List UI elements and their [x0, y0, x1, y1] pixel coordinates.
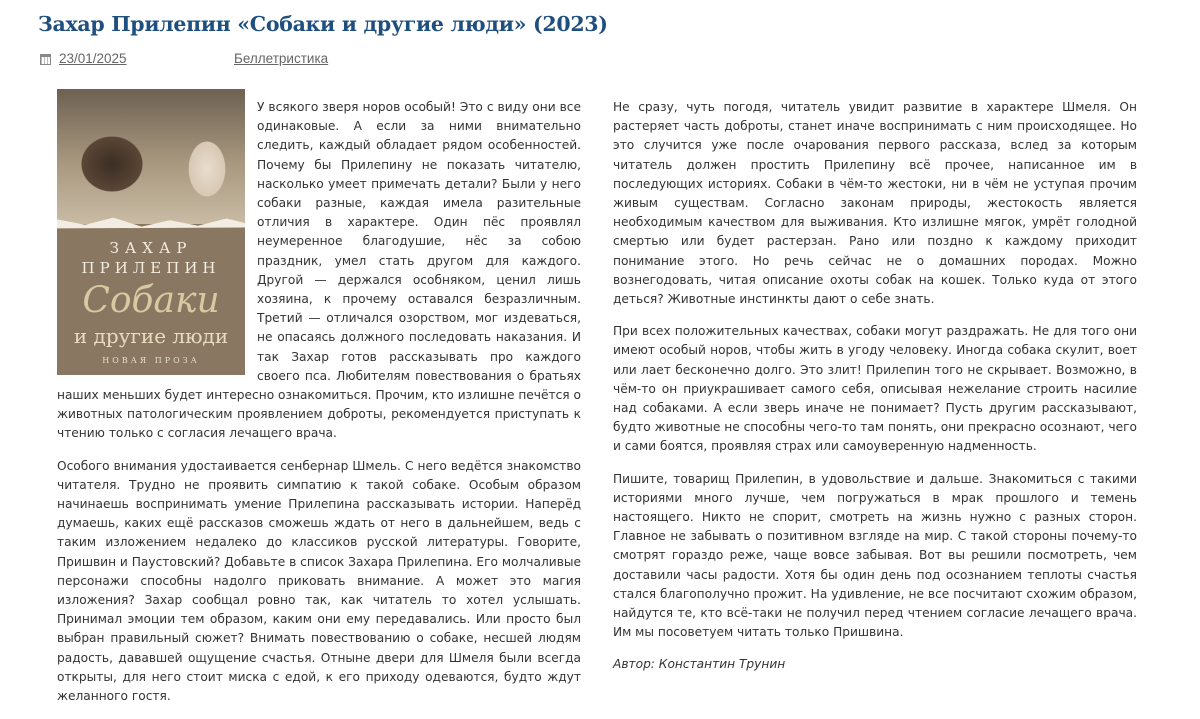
book-cover-image: [57, 89, 245, 375]
article-column-left: [57, 98, 581, 719]
article-title: Захар Прилепин «Собаки и другие люди» (2023): [38, 12, 608, 36]
cover-photo-dog-and-girl: [57, 89, 245, 224]
cover-author-last: ПРИЛЕПИН: [81, 259, 221, 277]
cover-series: НОВАЯ ПРОЗА: [102, 356, 200, 365]
calendar-icon: [40, 54, 51, 65]
cover-title-line1: Собаки: [82, 280, 220, 321]
article-meta: [40, 51, 329, 67]
paragraph: Не сразу, чуть погодя, читатель увидит развитие в характере Шмеля. Он растеряет часть доброты, станет иначе воспринимать с ним происходящее. Но это случится уже после очарования первого рассказа, вслед за которым читатель должен простить Прилепину всё прочее, написанное им в последующих историях. Собаки в чём-то жестоки, ни в чём не уступая прочим живым существам. Согласно законам природы, жестокость является необходимым качеством для выживания. Кто излишне мягок, умрёт голодной смертью или будет растерзан. Рано или поздно к каждому приходит понимание этого. Но речь сейчас не о домашних породах. Можно вознегодовать, читая описание охоты собак на кошек. Только куда от этого деться? Животные инстинкты дают о себе знать.: [613, 100, 1137, 307]
cover-author-first: ЗАХАР: [109, 239, 193, 257]
article-column-right: [613, 98, 1137, 688]
cover-title-line2: и другие люди: [73, 324, 229, 348]
paragraph: При всех положительных качествах, собаки могут раздражать. Не для того они имеют особый норов, чтобы жить в угоду человеку. Иногда собака скулит, воет или лает бесконечно долго. Это злит! Прилепин того не скрывает. Возможно, в чём-то он приукрашивает самого себя, описывая нежелание строить насилие над собаками. А если зверь иначе не понимает? Пусть другим рассказывают, будто животные не способны чего-то там понять, они прекрасно осознают, чего и сами боятся, проявляя страх или самоуверенную надменность.: [613, 324, 1137, 454]
category-link[interactable]: Беллетристика: [234, 51, 329, 66]
paragraph: У всякого зверя норов особый! Это с виду они все одинаковые. А если за ними внимательно следить, каждый обладает рядом особенностей. Почему бы Прилепину не показать читателю, насколько умеет примечать детали? Были у него собаки разные, каждая имела разительные отличия в характере. Один пёс проявлял неумеренное благодушие, нёс за собою праздник, умел стать другом для каждого. Другой — держался особняком, ценил лишь хозяина, к прочему оставался безразличным. Третий — отличался озорством, мог издеваться, не опасаясь должного последовать наказания. И так Захар готов рассказывать про каждого своего пса. Любителям повествования о братьях наших меньших будет интересно ознакомиться. Прочим, кто излишне печётся о животных патологическим проявлением доброты, рекомендуется приступать к чтению только с согласия лечащего врача.: [57, 100, 581, 441]
paragraph: Особого внимания удостаивается сенбернар Шмель. С него ведётся знакомство читателя. Трудно не проявить симпатию к такой собаке. Особым образом начинаешь воспринимать умение Прилепина рассказывать истории. Наперёд думаешь, каких ещё рассказов сможешь ждать от него в дальнейшем, ведь с таким изложением недалеко до классиков русской литературы. Говорите, Пришвин и Паустовский? Добавьте в список Захара Прилепина. Его молчаливые персонажи способны надолго приковать внимание. А может это магия изложения? Захар сообщал ровно так, как читатель то хотел услышать. Принимал эмоции тем образом, каким они ему передавались. Или просто был выбран правильный сюжет? Внимать повествованию о собаке, несшей людям радость, дававшей ощущение счастья. Отныне двери для Шмеля были всегда открыты, для него стоит миска с едой, к его приходу одеваются, будто ждут желанного гостя.: [57, 458, 581, 704]
date-link[interactable]: 23/01/2025: [59, 51, 127, 66]
paragraph: Пишите, товарищ Прилепин, в удовольствие и дальше. Знакомиться с такими историями много лучше, чем погружаться в мрак прошлого и темень настоящего. Никто не спорит, смотреть на жизнь нужно с разных сторон. Главное не забывать о позитивном взгляде на мир. С такой стороны почему-то смотрят гораздо реже, чаще вовсе забывая. Вот вы решили посмотреть, чем доставили часы радости. Хотя бы один день под осознанием теплоты счастья стался благополучно прожит. На удивление, не все посчитают схожим образом, найдутся те, кто всё-таки не получил перед чтением согласие лечащего врача. Им мы посоветуем читать только Пришвина.: [613, 471, 1137, 640]
author-credit: Автор: Константин Трунин: [613, 657, 786, 672]
